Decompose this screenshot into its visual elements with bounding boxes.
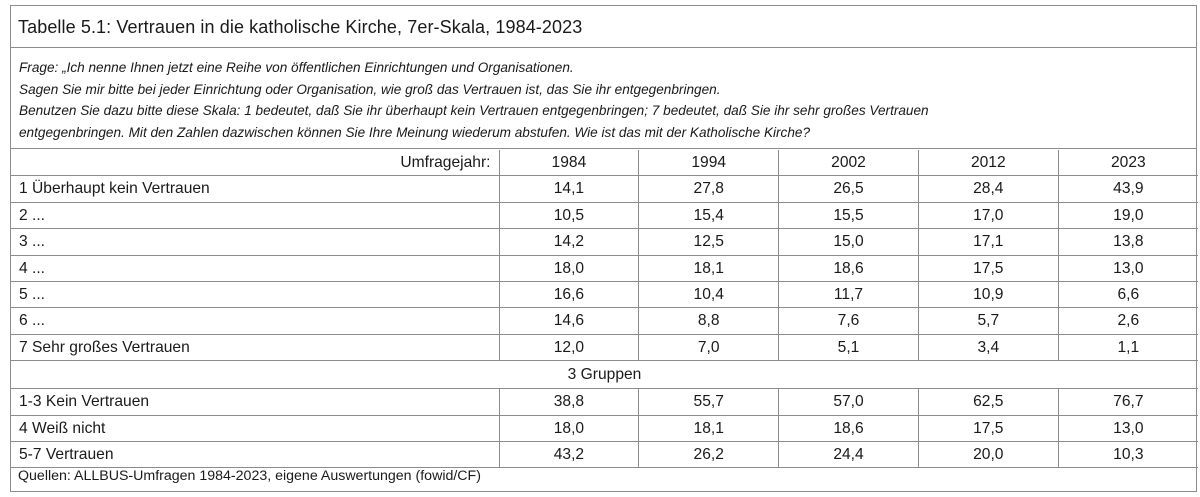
table-cell: 7,0 — [639, 334, 779, 360]
year-header: 2012 — [918, 150, 1058, 176]
table-cell: 18,6 — [779, 255, 919, 281]
table-row — [11, 255, 1198, 281]
table-cell: 15,5 — [779, 202, 919, 228]
row-label: 2 ... — [11, 202, 499, 228]
table-cell: 19,0 — [1058, 202, 1198, 228]
question-line: Frage: „Ich nenne Ihnen jetzt eine Reihe von öffentlichen Einrichtungen und Organisationen. — [19, 60, 574, 75]
table-cell: 14,1 — [499, 176, 639, 202]
table-cell: 76,7 — [1058, 389, 1198, 415]
table-cell: 7,6 — [779, 308, 919, 334]
row-label: 5 ... — [11, 282, 499, 308]
table-row — [11, 282, 1198, 308]
table-cell: 43,9 — [1058, 176, 1198, 202]
table-cell: 38,8 — [499, 389, 639, 415]
row-label: 4 ... — [11, 255, 499, 281]
table-cell: 20,0 — [918, 442, 1058, 468]
table-row — [11, 415, 1198, 441]
table-cell: 18,0 — [499, 255, 639, 281]
table-cell: 16,6 — [499, 282, 639, 308]
table-cell: 1,1 — [1058, 334, 1198, 360]
question-line: Benutzen Sie dazu bitte diese Skala: 1 bedeutet, daß Sie ihr überhaupt kein Vertrauen entgegenbringen; 7 bedeutet, daß Sie ihr sehr großes Vertrauen — [19, 103, 929, 119]
table-row — [11, 202, 1198, 228]
table-cell: 62,5 — [918, 389, 1058, 415]
table-cell: 55,7 — [639, 389, 779, 415]
table-cell: 15,0 — [779, 229, 919, 255]
table-frame — [10, 5, 1197, 492]
table-cell: 13,8 — [1058, 229, 1198, 255]
table-cell: 18,1 — [639, 415, 779, 441]
table-cell: 3,4 — [918, 334, 1058, 360]
table-cell: 18,1 — [639, 255, 779, 281]
year-header: 2023 — [1058, 150, 1198, 176]
table-title: Tabelle 5.1: Vertrauen in die katholische Kirche, 7er-Skala, 1984-2023 — [11, 6, 1196, 48]
table-row — [11, 176, 1198, 202]
table-cell: 28,4 — [918, 176, 1058, 202]
header-row — [11, 150, 1198, 176]
row-label: 6 ... — [11, 308, 499, 334]
table-cell: 5,7 — [918, 308, 1058, 334]
table-cell: 10,5 — [499, 202, 639, 228]
question-line: Sagen Sie mir bitte bei jeder Einrichtung oder Organisation, wie groß das Vertrauen ist, das Sie ihr entgegenbringen. — [19, 81, 721, 97]
table-cell: 11,7 — [779, 282, 919, 308]
table-cell: 12,0 — [499, 334, 639, 360]
table-cell: 43,2 — [499, 442, 639, 468]
table-cell: 15,4 — [639, 202, 779, 228]
table-cell: 10,9 — [918, 282, 1058, 308]
question-line: entgegenbringen. Mit den Zahlen dazwischen können Sie Ihre Meinung wiederum abstufen. Wie ist das mit der Katholische Kirche? — [19, 124, 811, 140]
table-cell: 6,6 — [1058, 282, 1198, 308]
table-cell: 17,0 — [918, 202, 1058, 228]
table-cell: 17,5 — [918, 415, 1058, 441]
table-cell: 18,0 — [499, 415, 639, 441]
table-row — [11, 334, 1198, 360]
table-cell: 13,0 — [1058, 415, 1198, 441]
table-row — [11, 308, 1198, 334]
question-text — [11, 49, 1196, 149]
table-cell: 24,4 — [779, 442, 919, 468]
table-cell: 26,2 — [639, 442, 779, 468]
group-heading: 3 Gruppen — [11, 361, 1198, 389]
row-label: 7 Sehr großes Vertrauen — [11, 334, 499, 360]
table-cell: 17,5 — [918, 255, 1058, 281]
table-row — [11, 389, 1198, 415]
row-label: 1-3 Kein Vertrauen — [11, 389, 499, 415]
table-cell: 5,1 — [779, 334, 919, 360]
data-table — [11, 150, 1198, 468]
table-cell: 57,0 — [779, 389, 919, 415]
table-cell: 2,6 — [1058, 308, 1198, 334]
table-cell: 14,6 — [499, 308, 639, 334]
table-cell: 27,8 — [639, 176, 779, 202]
table-cell: 13,0 — [1058, 255, 1198, 281]
table-cell: 12,5 — [639, 229, 779, 255]
header-label: Umfragejahr: — [11, 150, 499, 176]
table-cell: 14,2 — [499, 229, 639, 255]
table-cell: 10,4 — [639, 282, 779, 308]
year-header: 1984 — [499, 150, 639, 176]
table-cell: 18,6 — [779, 415, 919, 441]
table-cell: 26,5 — [779, 176, 919, 202]
group-heading-row — [11, 361, 1198, 389]
table-cell: 10,3 — [1058, 442, 1198, 468]
row-label: 5-7 Vertrauen — [11, 442, 499, 468]
table-cell: 8,8 — [639, 308, 779, 334]
table-row — [11, 229, 1198, 255]
table-cell: 17,1 — [918, 229, 1058, 255]
year-header: 1994 — [639, 150, 779, 176]
row-label: 1 Überhaupt kein Vertrauen — [11, 176, 499, 202]
source-note: Quellen: ALLBUS-Umfragen 1984-2023, eigene Auswertungen (fowid/CF) — [18, 468, 481, 484]
row-label: 3 ... — [11, 229, 499, 255]
row-label: 4 Weiß nicht — [11, 415, 499, 441]
year-header: 2002 — [779, 150, 919, 176]
